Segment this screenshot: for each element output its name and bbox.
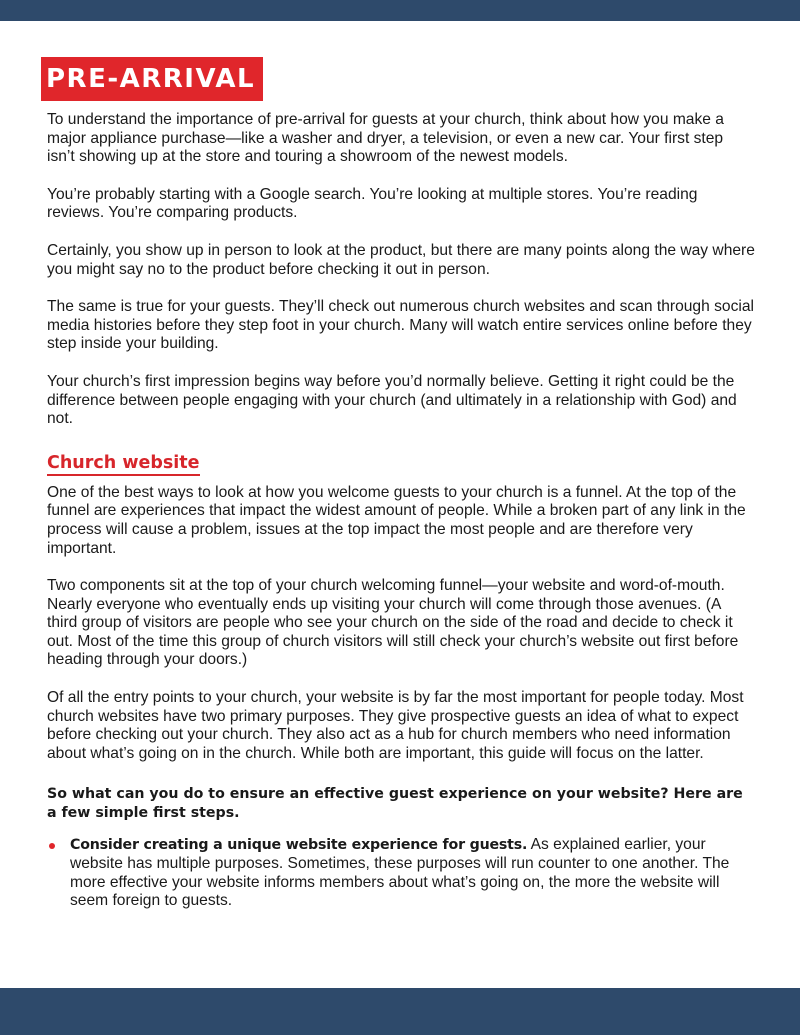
website-paragraph: Of all the entry points to your church, your website is by far the most important for people today. Most church websites have two primary purposes. They give prospective guests an idea of what to expect before checking out your church. They also act as a hub for church members who need information about what’s going on in the church. While both are important, this guide will focus on the latter. (47, 689, 744, 762)
intro-paragraph: You’re probably starting with a Google search. You’re looking at multiple stores. You’re reading reviews. You’re comparing products. (47, 185, 698, 222)
bullet-dot-icon (49, 843, 55, 849)
section-title: PRE-ARRIVAL (41, 57, 263, 101)
list-item (47, 836, 755, 910)
intro-paragraph: The same is true for your guests. They’ll check out numerous church websites and scan through social media histories before they step foot in your church. Many will watch entire services online before they step inside your building. (47, 298, 754, 353)
bottom-banner (0, 988, 800, 1035)
website-paragraph: Two components sit at the top of your church welcoming funnel—your website and word-of-mouth. Nearly everyone who eventually ends up visiting your church will come through those avenues. (A third group of visitors are people who see your church on the side of the road and decide to check it out. Most of the time this group of church visitors will still check your church’s website out first before heading through your doors.) (47, 577, 739, 669)
intro-paragraph: Certainly, you show up in person to look at the product, but there are many points along the way where you might say no to the product before checking it out in person. (47, 241, 755, 278)
steps-list (47, 836, 755, 910)
intro-paragraph: Your church’s first impression begins way before you’d normally believe. Getting it right could be the difference between people engaging with your church (and ultimately in a relationship with God) and not. (47, 372, 737, 428)
bullet-text: As explained earlier, your website has multiple purposes. Sometimes, these purposes will run counter to one another. The more effective your website informs members about what’s going on, the more the website will seem foreign to guests. (70, 836, 730, 910)
website-paragraph: One of the best ways to look at how you welcome guests to your church is a funnel. At the top of the funnel are experiences that impact the widest amount of people. While a broken part of any link in the process will cause a problem, issues at the top impact the most people and are therefore very important. (47, 483, 746, 557)
bullet-bold-text: Consider creating a unique website experience for guests. (70, 837, 528, 854)
page-content (47, 57, 755, 911)
intro-paragraph: To understand the importance of pre-arrival for guests at your church, think about how you make a major appliance purchase—like a washer and dryer, a television, or even a new car. Your first step isn’t showing up at the store and touring a showroom of the newest models. (47, 111, 724, 166)
top-banner (0, 0, 800, 21)
lead-question: So what can you do to ensure an effective guest experience on your website? Here are a few simple first steps. (47, 786, 743, 822)
subheading-church-website: Church website (47, 452, 200, 476)
